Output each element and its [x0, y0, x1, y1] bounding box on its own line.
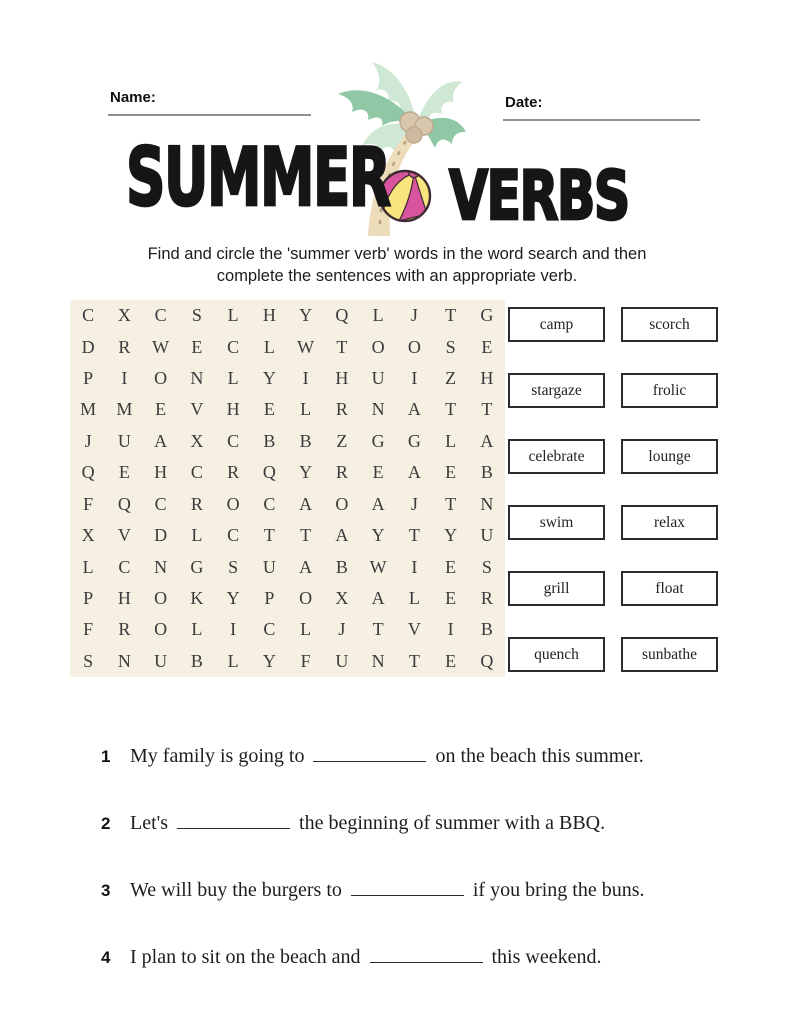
instructions-line1: Find and circle the 'summer verb' words in the word search and then — [147, 245, 647, 263]
grid-letter: P — [83, 368, 94, 389]
grid-letter: J — [84, 430, 92, 451]
grid-letter: N — [154, 556, 168, 577]
grid-letter: W — [152, 336, 170, 357]
grid-letter: E — [155, 399, 167, 420]
sentence-blank[interactable] — [370, 942, 483, 963]
grid-letter: L — [445, 430, 457, 451]
grid-letter: C — [154, 493, 167, 514]
grid-letter: A — [371, 587, 385, 608]
grid-letter: L — [300, 399, 312, 420]
grid-letter: C — [263, 493, 276, 514]
grid-letter: B — [480, 619, 493, 640]
grid-letter: B — [190, 650, 203, 671]
grid-letter: E — [445, 556, 457, 577]
grid-letter: O — [154, 587, 168, 608]
sentence-blank[interactable] — [313, 741, 426, 762]
instructions-line2: complete the sentences with an appropriate verb. — [216, 266, 578, 285]
grid-letter: L — [300, 619, 312, 640]
grid-letter: O — [335, 493, 349, 514]
word-bank-box — [621, 307, 718, 342]
grid-letter: C — [82, 305, 95, 326]
grid-letter: H — [335, 368, 349, 389]
word-bank-word: grill — [543, 579, 570, 597]
sentence-list — [101, 741, 776, 1009]
sentence-blank[interactable] — [177, 808, 290, 829]
word-search-grid — [70, 300, 505, 677]
grid-letter: C — [118, 556, 131, 577]
date-input-line[interactable] — [503, 119, 700, 121]
grid-letter: J — [410, 493, 418, 514]
grid-letter: A — [407, 399, 421, 420]
grid-letter: V — [190, 399, 204, 420]
sentence-text-before: We will buy the burgers to — [130, 879, 342, 901]
grid-letter: G — [480, 305, 494, 326]
grid-letter: I — [411, 556, 418, 577]
sentence-text-after: if you bring the buns. — [472, 879, 645, 901]
instructions — [0, 244, 794, 288]
grid-letter: L — [82, 556, 94, 577]
grid-letter: S — [191, 305, 202, 326]
grid-letter: U — [117, 430, 131, 451]
grid-letter: J — [410, 305, 418, 326]
grid-letter: Q — [335, 305, 349, 326]
grid-letter: U — [154, 650, 168, 671]
sentence-number: 2 — [101, 814, 111, 833]
grid-letter: F — [83, 619, 94, 640]
grid-letter: R — [118, 619, 131, 640]
sentence-text-before: Let's — [130, 812, 169, 834]
word-bank-word: celebrate — [528, 447, 585, 465]
word-bank-box — [621, 571, 718, 606]
grid-letter: O — [154, 619, 168, 640]
grid-letter: O — [407, 336, 421, 357]
grid-letter: S — [83, 650, 94, 671]
grid-letter: C — [227, 430, 240, 451]
grid-letter: T — [263, 525, 275, 546]
word-bank-row — [508, 373, 718, 408]
word-bank-word: quench — [534, 645, 579, 663]
sentence-text-after: on the beach this summer. — [435, 745, 644, 767]
grid-letter: Z — [445, 368, 457, 389]
word-bank-box — [621, 373, 718, 408]
word-bank-box — [508, 505, 605, 540]
name-input-line[interactable] — [108, 114, 311, 116]
grid-letter: C — [263, 619, 276, 640]
name-label: Name: — [110, 89, 156, 106]
sentence-row — [101, 942, 776, 969]
grid-letter: R — [190, 493, 203, 514]
word-bank — [508, 307, 718, 703]
word-bank-box — [508, 439, 605, 474]
grid-letter: E — [481, 336, 493, 357]
word-bank-row — [508, 307, 718, 342]
grid-letter: R — [335, 462, 348, 483]
grid-letter: T — [445, 493, 457, 514]
sentence-row — [101, 875, 776, 902]
word-bank-word: camp — [539, 315, 574, 333]
grid-letter: E — [445, 462, 457, 483]
grid-letter: V — [117, 525, 131, 546]
grid-letter: D — [154, 525, 168, 546]
grid-letter: A — [154, 430, 168, 451]
sentence-number: 3 — [101, 881, 111, 900]
grid-letter: A — [371, 493, 385, 514]
grid-letter: M — [116, 399, 133, 420]
grid-letter: B — [263, 430, 276, 451]
grid-letter: Y — [262, 368, 276, 389]
grid-letter: H — [262, 305, 276, 326]
sentence-blank[interactable] — [351, 875, 464, 896]
grid-letter: I — [447, 619, 454, 640]
grid-letter: P — [83, 587, 94, 608]
grid-letter: Q — [480, 650, 494, 671]
grid-letter: A — [299, 556, 313, 577]
grid-letter: A — [299, 493, 313, 514]
grid-letter: L — [408, 587, 420, 608]
word-bank-box — [508, 307, 605, 342]
grid-letter: O — [154, 368, 168, 389]
sentence-text-before: My family is going to — [130, 745, 305, 767]
sentence-text-before: I plan to sit on the beach and — [130, 946, 361, 968]
sentence-number: 4 — [101, 948, 111, 967]
grid-letter: H — [117, 587, 131, 608]
grid-letter: S — [445, 336, 456, 357]
grid-letter: I — [230, 619, 237, 640]
sentence-text-after: the beginning of summer with a BBQ. — [299, 812, 606, 834]
grid-letter: Y — [299, 305, 313, 326]
grid-letter: T — [481, 399, 493, 420]
title-verbs: VERBS — [449, 157, 629, 237]
grid-letter: L — [191, 525, 203, 546]
grid-letter: G — [371, 430, 385, 451]
word-bank-word: stargaze — [531, 381, 582, 399]
grid-letter: L — [372, 305, 384, 326]
grid-letter: V — [407, 619, 421, 640]
sentence-row — [101, 808, 776, 835]
grid-letter: O — [299, 587, 313, 608]
grid-letter: L — [227, 650, 239, 671]
grid-letter: T — [300, 525, 312, 546]
grid-letter: W — [297, 336, 315, 357]
word-bank-word: relax — [654, 513, 685, 531]
grid-letter: C — [154, 305, 167, 326]
grid-letter: H — [226, 399, 240, 420]
grid-letter: T — [372, 619, 384, 640]
grid-letter: G — [190, 556, 204, 577]
grid-letter: K — [190, 587, 204, 608]
grid-letter: E — [263, 399, 275, 420]
grid-letter: W — [369, 556, 387, 577]
grid-letter: L — [227, 305, 239, 326]
grid-letter: Y — [226, 587, 240, 608]
grid-letter: R — [480, 587, 493, 608]
grid-letter: T — [408, 650, 420, 671]
word-bank-box — [508, 571, 605, 606]
word-bank-word: float — [655, 579, 684, 597]
grid-letter: F — [83, 493, 94, 514]
word-bank-row — [508, 637, 718, 672]
grid-letter: R — [227, 462, 240, 483]
grid-letter: Q — [81, 462, 95, 483]
grid-letter: Y — [299, 462, 313, 483]
grid-letter: N — [190, 368, 204, 389]
grid-letter: B — [299, 430, 312, 451]
grid-letter: U — [262, 556, 276, 577]
grid-letter: Y — [262, 650, 276, 671]
grid-letter: E — [445, 650, 457, 671]
grid-letter: S — [481, 556, 492, 577]
grid-letter: X — [335, 587, 349, 608]
grid-letter: T — [408, 525, 420, 546]
sentence-text-after: this weekend. — [491, 946, 602, 968]
grid-letter: T — [445, 305, 457, 326]
grid-letter: E — [118, 462, 130, 483]
grid-letter: N — [117, 650, 131, 671]
grid-letter: I — [302, 368, 309, 389]
word-bank-box — [621, 637, 718, 672]
grid-letter: E — [191, 336, 203, 357]
grid-letter: N — [371, 650, 385, 671]
grid-letter: I — [121, 368, 128, 389]
grid-letter: J — [338, 619, 346, 640]
grid-letter: O — [371, 336, 385, 357]
grid-letter: T — [336, 336, 348, 357]
grid-letter: S — [228, 556, 239, 577]
grid-letter: G — [407, 430, 421, 451]
grid-letter: Y — [371, 525, 385, 546]
word-bank-row — [508, 439, 718, 474]
grid-letter: H — [154, 462, 168, 483]
grid-letter: U — [480, 525, 494, 546]
grid-letter: F — [300, 650, 311, 671]
grid-letter: Q — [117, 493, 131, 514]
grid-letter: N — [371, 399, 385, 420]
word-bank-box — [621, 439, 718, 474]
grid-letter: A — [480, 430, 494, 451]
grid-letter: M — [80, 399, 97, 420]
grid-letter: L — [263, 336, 275, 357]
grid-letter: U — [371, 368, 385, 389]
grid-letter: L — [191, 619, 203, 640]
sentence-number: 1 — [101, 747, 111, 766]
grid-letter: Z — [336, 430, 348, 451]
grid-letter: E — [372, 462, 384, 483]
grid-letter: X — [190, 430, 204, 451]
grid-letter: B — [335, 556, 348, 577]
grid-letter: C — [227, 525, 240, 546]
grid-letter: E — [445, 587, 457, 608]
word-bank-word: sunbathe — [641, 645, 698, 663]
grid-letter: O — [226, 493, 240, 514]
grid-letter: A — [407, 462, 421, 483]
word-bank-row — [508, 571, 718, 606]
grid-letter: R — [335, 399, 348, 420]
grid-letter: T — [445, 399, 457, 420]
grid-letter: X — [117, 305, 131, 326]
grid-letter: B — [480, 462, 493, 483]
grid-letter: U — [335, 650, 349, 671]
grid-letter: I — [411, 368, 418, 389]
grid-letter: H — [480, 368, 494, 389]
grid-letter: Q — [262, 462, 276, 483]
word-bank-word: lounge — [648, 447, 691, 465]
grid-letter: P — [264, 587, 275, 608]
grid-letter: R — [118, 336, 131, 357]
grid-letter: N — [480, 493, 494, 514]
grid-letter: D — [81, 336, 95, 357]
word-bank-box — [508, 373, 605, 408]
grid-letter: A — [335, 525, 349, 546]
word-bank-word: scorch — [649, 315, 690, 333]
grid-letter: C — [227, 336, 240, 357]
date-label: Date: — [505, 94, 543, 111]
title-summer: SUMMER — [126, 131, 390, 225]
word-bank-box — [508, 637, 605, 672]
word-bank-row — [508, 505, 718, 540]
grid-letter: X — [81, 525, 95, 546]
grid-letter: Y — [444, 525, 458, 546]
sentence-row — [101, 741, 776, 768]
grid-letter: L — [227, 368, 239, 389]
grid-letter: C — [190, 462, 203, 483]
word-bank-box — [621, 505, 718, 540]
word-bank-word: frolic — [652, 381, 687, 399]
word-bank-word: swim — [539, 513, 574, 531]
